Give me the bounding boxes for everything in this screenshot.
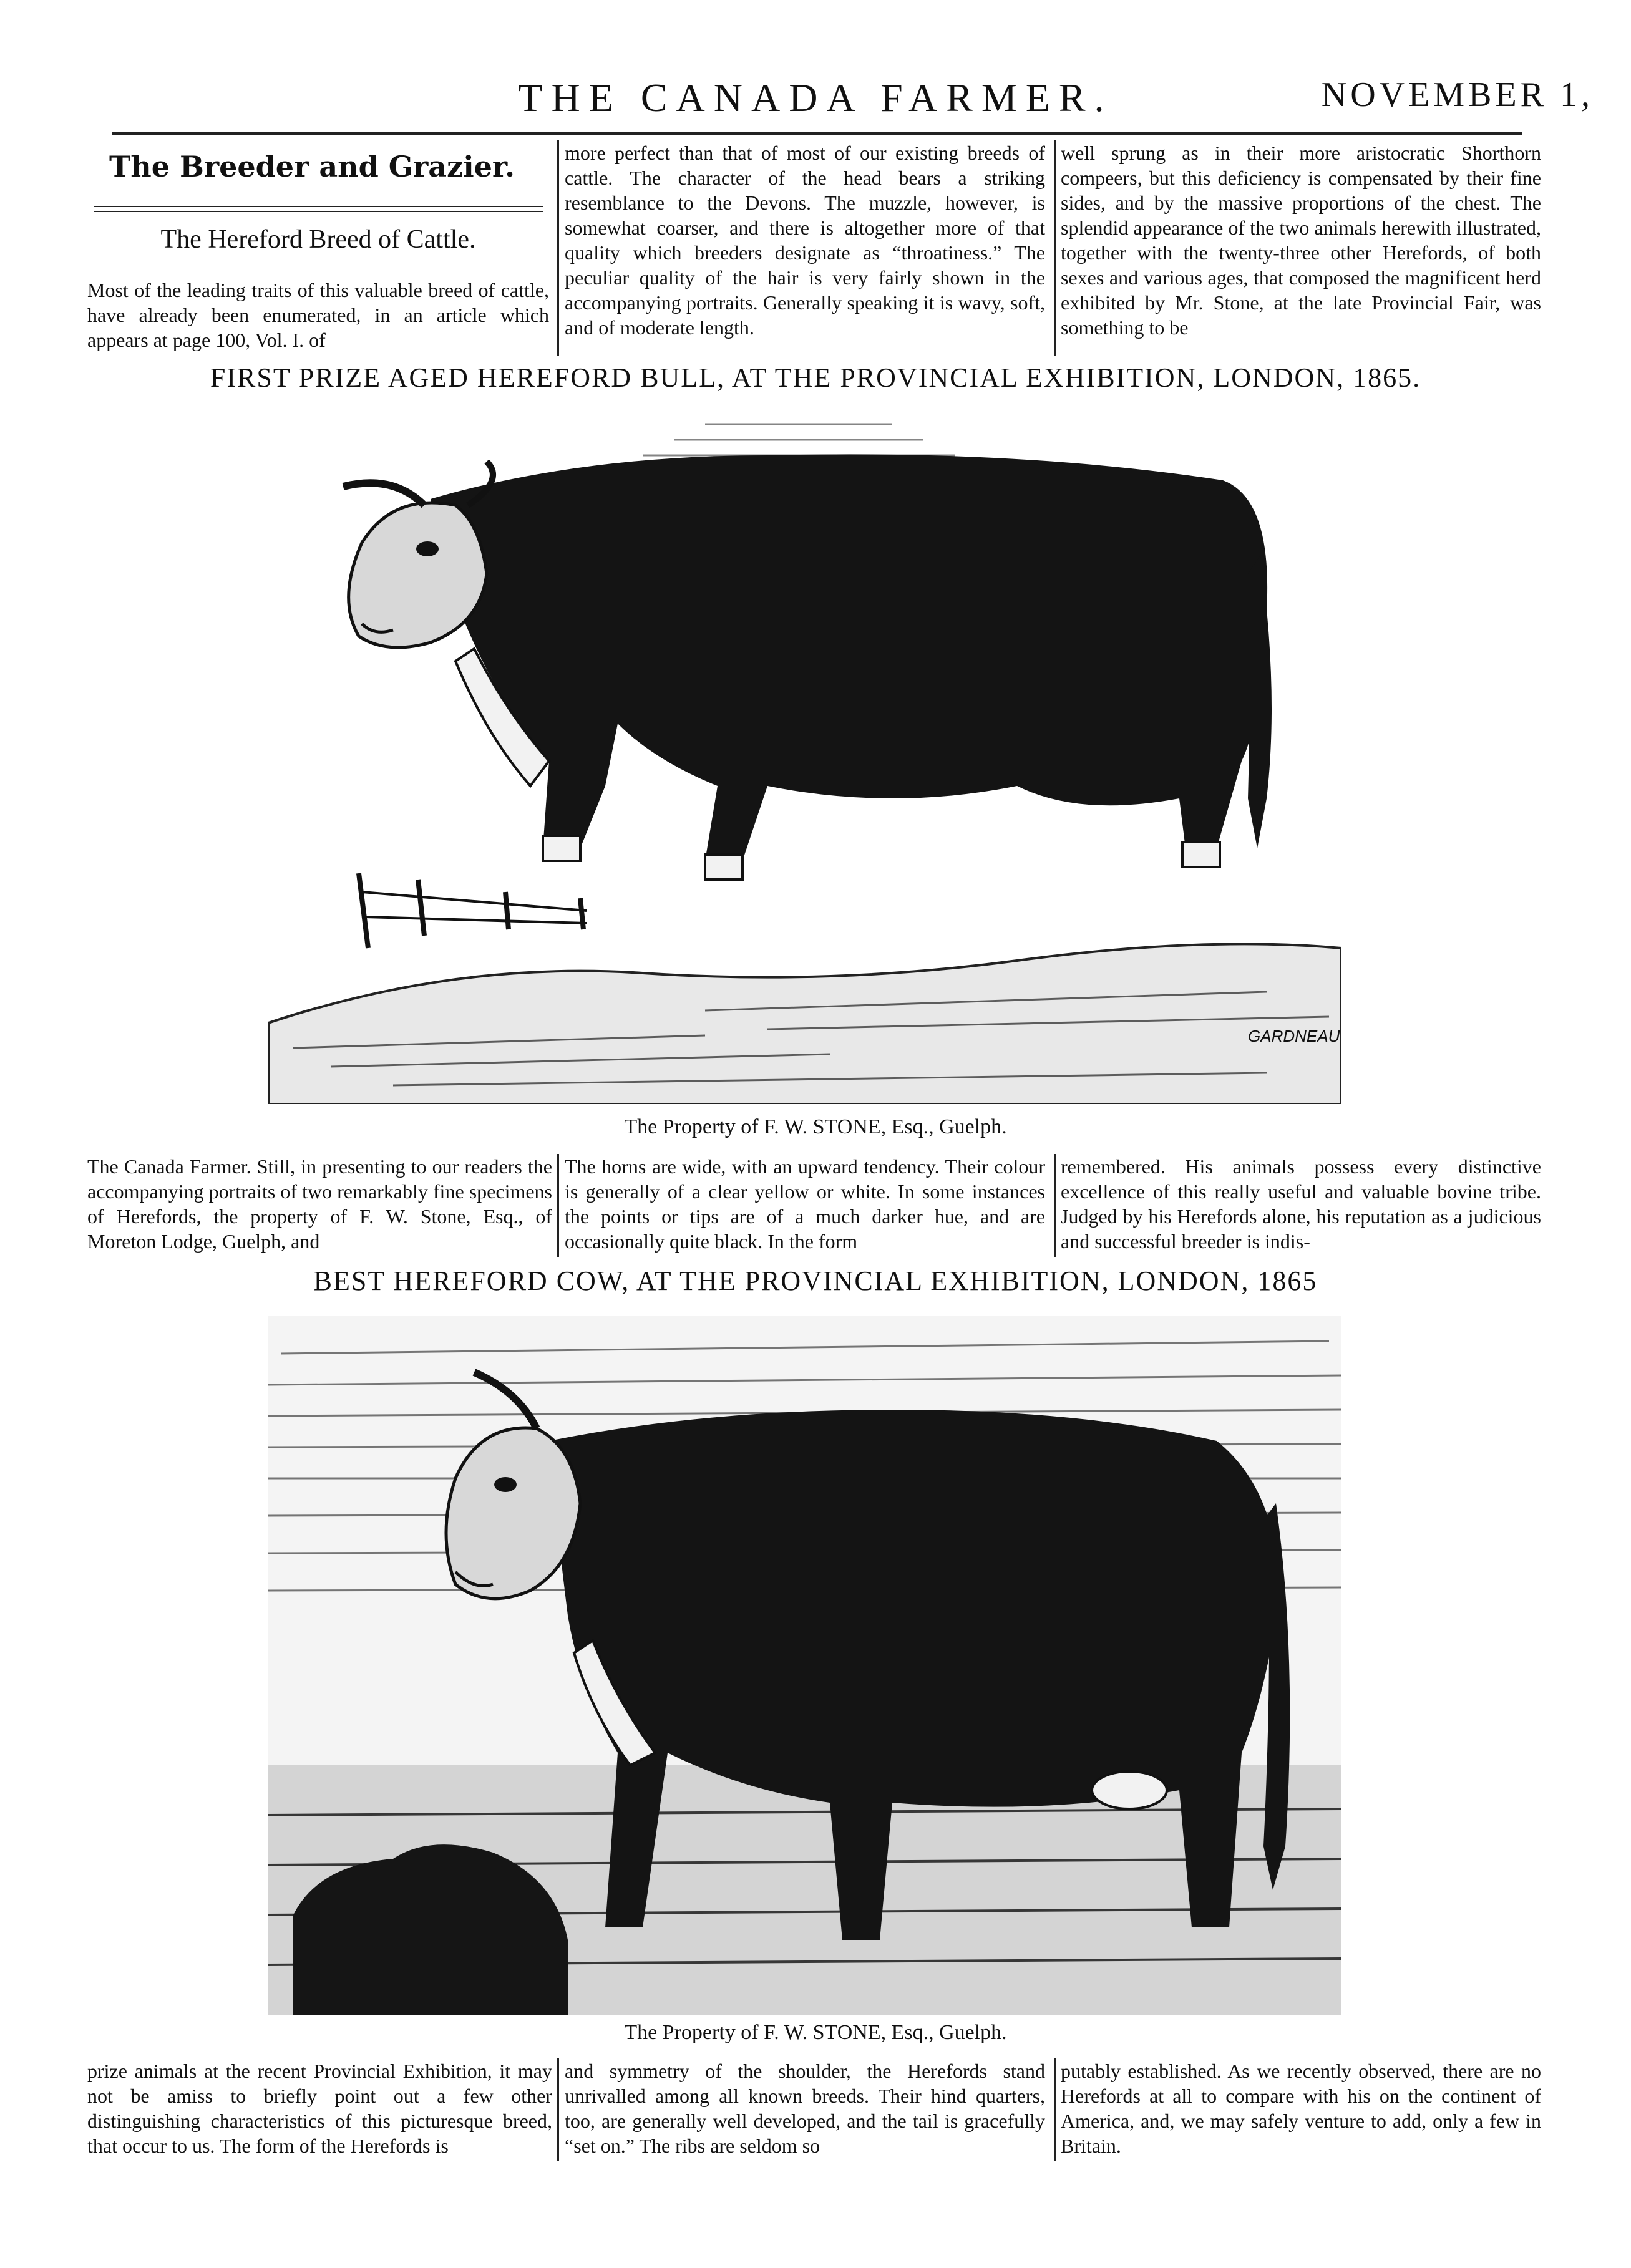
article-col3-bot: putably established. As we recently observed, there are no Herefords at all to compare with his on the continent of America, and, we may safely venture to add, only a few in Britain. — [1061, 2060, 1541, 2157]
article-col2-top: more perfect than that of most of our existing breeds of cattle. The character of the head bears a striking resemblance to the Devons. The muzzle, however, is somewhat coarser, and there is altogether more of that quality which breeders designate as “throatiness.” The peculiar quality of the hair is very fairly shown in the accompanying portraits. Generally speaking it is wavy, soft, and of moderate length. — [565, 142, 1045, 339]
article-col2-mid: The horns are wide, with an upward tendency. Their colour is generally of a clear yellow or white. In some instances the points or tips are of a much darker hue, and are occasionally quite black. In the form — [565, 1155, 1045, 1253]
column-divider — [557, 140, 559, 356]
engraver-signature: GARDNEAU — [1248, 1027, 1340, 1045]
article-col2-bot: and symmetry of the shoulder, the Herefords stand unrivalled among all known breeds. Their hind quarters, too, are generally well developed, and the tail is gracefully “set on.” The ribs are seldom so — [565, 2060, 1045, 2157]
article-col1-top: Most of the leading traits of this valuable breed of cattle, have already been enumerated, in an article which appears at page 100, Vol. I. of — [87, 279, 549, 351]
column-divider — [557, 2058, 559, 2161]
column-divider — [1054, 2058, 1056, 2161]
article-title: The Hereford Breed of Cattle. — [160, 225, 476, 254]
section-rule-2 — [94, 211, 543, 212]
article-col1-mid-text: The Canada Farmer. Still, in presenting to our readers the accompanying portraits of two remarkably fine specimens of Herefords, the property of F. W. Stone, Esq., of Moreton Lodge, Guelph, and — [87, 1155, 552, 1253]
cow-engraving — [268, 1316, 1341, 2015]
figure1-title: FIRST PRIZE AGED HEREFORD BULL, AT THE PROVINCIAL EXHIBITION, LONDON, 1865. — [210, 362, 1421, 393]
article-col1-mid — [87, 1154, 552, 1257]
masthead — [0, 75, 1631, 125]
figure2-title: BEST HEREFORD COW, AT THE PROVINCIAL EXHIBITION, LONDON, 1865 — [313, 1266, 1318, 1296]
section-heading: The Breeder and Grazier. — [109, 150, 515, 183]
article-col3-top: well sprung as in their more aristocratic Shorthorn compeers, but this deficiency is compensated by their fine sides, and by the massive proportions of the chest. The splendid appearance of the two animals herewith illustrated, together with the twenty-three other Herefords, of both sexes and various ages, that composed the magnificent herd exhibited by Mr. Stone, at the late Provincial Fair, was something to be — [1061, 142, 1541, 339]
masthead-rule — [112, 132, 1522, 135]
issue-date: NOVEMBER 1, — [1321, 75, 1594, 114]
bull-engraving — [268, 412, 1341, 1104]
figure1-caption: The Property of F. W. STONE, Esq., Guelph. — [624, 1115, 1007, 1138]
column-divider — [1054, 1154, 1056, 1257]
article-col1-bot: prize animals at the recent Provincial Exhibition, it may not be amiss to briefly point out a few other distinguishing characteristics of this picturesque breed, that occur to us. The form of the Herefords is — [87, 2060, 552, 2157]
page-title: THE CANADA FARMER. — [518, 75, 1113, 120]
figure2-caption: The Property of F. W. STONE, Esq., Guelph. — [624, 2021, 1007, 2044]
column-divider — [557, 1154, 559, 1257]
article-col3-mid: remembered. His animals possess every distinctive excellence of this really useful and valuable bovine tribe. Judged by his Herefords alone, his reputation as a judicious and successful breeder is indis- — [1061, 1155, 1541, 1253]
section-rule — [94, 206, 543, 207]
column-divider — [1054, 140, 1056, 356]
